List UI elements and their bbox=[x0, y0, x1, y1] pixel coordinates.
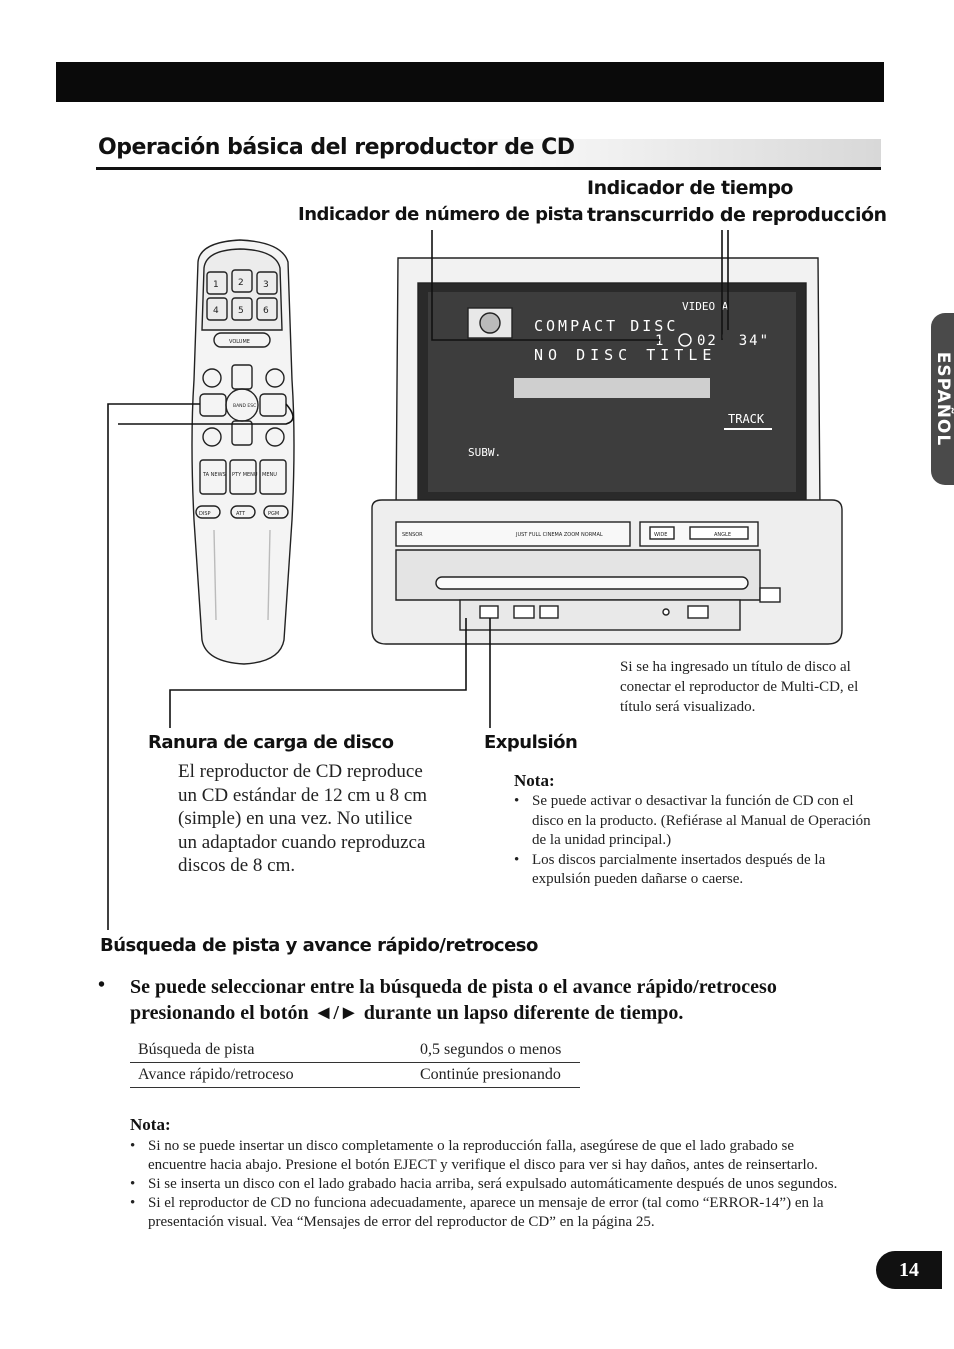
remote-att-label: ATT bbox=[236, 511, 246, 517]
remote-menu-label: MENU bbox=[262, 472, 277, 478]
screen-source: VIDEO A bbox=[682, 300, 729, 313]
elapsed-time-callout-line2: transcurrido de reproducción bbox=[587, 204, 887, 226]
disc-slot-line: (simple) en una vez. No utilice bbox=[178, 808, 413, 829]
track-number-callout: Indicador de número de pista bbox=[298, 204, 584, 225]
disc-slot-heading: Ranura de carga de disco bbox=[148, 732, 394, 753]
bottom-note-item: • Si se inserta un disco con el lado grabado hacia arriba, será expulsado automáticamente después de unos segundos. bbox=[128, 1175, 848, 1194]
remote-key-6: 6 bbox=[263, 306, 269, 316]
table-cell-action: Avance rápido/retroceso bbox=[138, 1066, 294, 1083]
eject-note-item: • Se puede activar o desactivar la función de CD con el disco en la producto. (Refiérase al Manual de Operación de la unidad principal.) bbox=[512, 792, 872, 851]
table-row bbox=[130, 1063, 580, 1088]
remote-band-label: BAND ESC bbox=[233, 404, 257, 409]
bottom-nota-label: Nota: bbox=[130, 1115, 171, 1134]
page-number: 14 bbox=[876, 1251, 942, 1289]
language-tab bbox=[931, 313, 954, 485]
remote-pty-label: PTY MENU bbox=[232, 472, 258, 478]
bottom-note-item: • Si no se puede insertar un disco completamente o la reproducción falla, asegúrese de que el lado grabado se encuentre hacia abajo. Presione el botón EJECT y verifique el disco para ver si hay daños, antes de reinsertarlo. bbox=[128, 1137, 848, 1175]
screen-subw-label: SUBW. bbox=[468, 446, 502, 459]
remote-disp-label: DISP bbox=[199, 511, 211, 517]
screen-mode: COMPACT DISC bbox=[534, 317, 679, 335]
search-bullet-line: Se puede seleccionar entre la búsqueda de pista o el avance rápido/retroceso bbox=[130, 976, 777, 998]
unit-wide-label: WIDE bbox=[654, 532, 668, 538]
disc-slot-line: un adaptador cuando reproduzca bbox=[178, 831, 426, 853]
remote-key-1: 1 bbox=[213, 280, 219, 290]
eject-nota-label: Nota: bbox=[514, 771, 555, 790]
elapsed-time-callout-line1: Indicador de tiempo bbox=[587, 177, 793, 199]
remote-key-5: 5 bbox=[238, 306, 244, 316]
search-bullet bbox=[130, 974, 890, 1026]
eject-note-item: • Los discos parcialmente insertados después de la expulsión pueden dañarse o caerse. bbox=[512, 851, 872, 890]
section-title: Operación básica del reproductor de CD bbox=[98, 135, 575, 160]
language-tab-label: ESPAÑOL bbox=[932, 351, 953, 447]
unit-sensor-label: SENSOR bbox=[402, 532, 423, 538]
remote-volume-label: VOLUME bbox=[229, 339, 250, 345]
remote-control bbox=[192, 240, 294, 664]
search-bullet-marker: • bbox=[98, 974, 106, 996]
search-heading: Búsqueda de pista y avance rápido/retroceso bbox=[100, 935, 538, 956]
search-bullet-line: presionando el botón ◄/► durante un lapso diferente de tiempo. bbox=[130, 1002, 684, 1024]
screen-time: 02' 34" bbox=[697, 333, 771, 349]
screen-track-number: 1 bbox=[655, 333, 664, 349]
disc-slot-line: El reproductor de CD reproduce bbox=[178, 761, 423, 782]
table-row bbox=[130, 1038, 580, 1063]
eject-notes bbox=[512, 792, 872, 890]
remote-key-3: 3 bbox=[263, 280, 269, 290]
table-cell-time: Continúe presionando bbox=[420, 1066, 561, 1083]
unit-angle-label: ANGLE bbox=[714, 532, 731, 538]
screen-disc-title: NO DISC TITLE bbox=[534, 346, 717, 364]
bottom-note-item: • Si el reproductor de CD no funciona adecuadamente, aparece un mensaje de error (tal como “ERROR-14”) en la presentación visual. Vea “Mensajes de error del reproductor de CD” en la página 25. bbox=[128, 1194, 848, 1232]
multi-cd-note: Si se ha ingresado un título de disco al conectar el reproductor de Multi-CD, el título será visualizado. bbox=[620, 659, 859, 715]
remote-key-4: 4 bbox=[213, 306, 219, 316]
remote-key-2: 2 bbox=[238, 278, 244, 288]
bottom-notes bbox=[128, 1137, 848, 1232]
disc-slot-line: discos de 8 cm. bbox=[178, 855, 296, 876]
screen-track-label: TRACK bbox=[728, 412, 765, 426]
unit-modes-label: JUST FULL CINEMA ZOOM NORMAL bbox=[516, 532, 603, 538]
table-cell-time: 0,5 segundos o menos bbox=[420, 1041, 562, 1058]
disc-slot-line: un CD estándar de 12 cm u 8 cm bbox=[178, 784, 428, 806]
head-unit bbox=[372, 258, 842, 644]
search-timing-table bbox=[130, 1038, 580, 1088]
eject-heading: Expulsión bbox=[484, 732, 578, 753]
remote-ta-label: TA NEWS bbox=[203, 472, 226, 478]
table-cell-action: Búsqueda de pista bbox=[138, 1041, 255, 1058]
remote-pgm-label: PGM bbox=[268, 511, 280, 517]
disc-slot-body bbox=[178, 760, 478, 878]
